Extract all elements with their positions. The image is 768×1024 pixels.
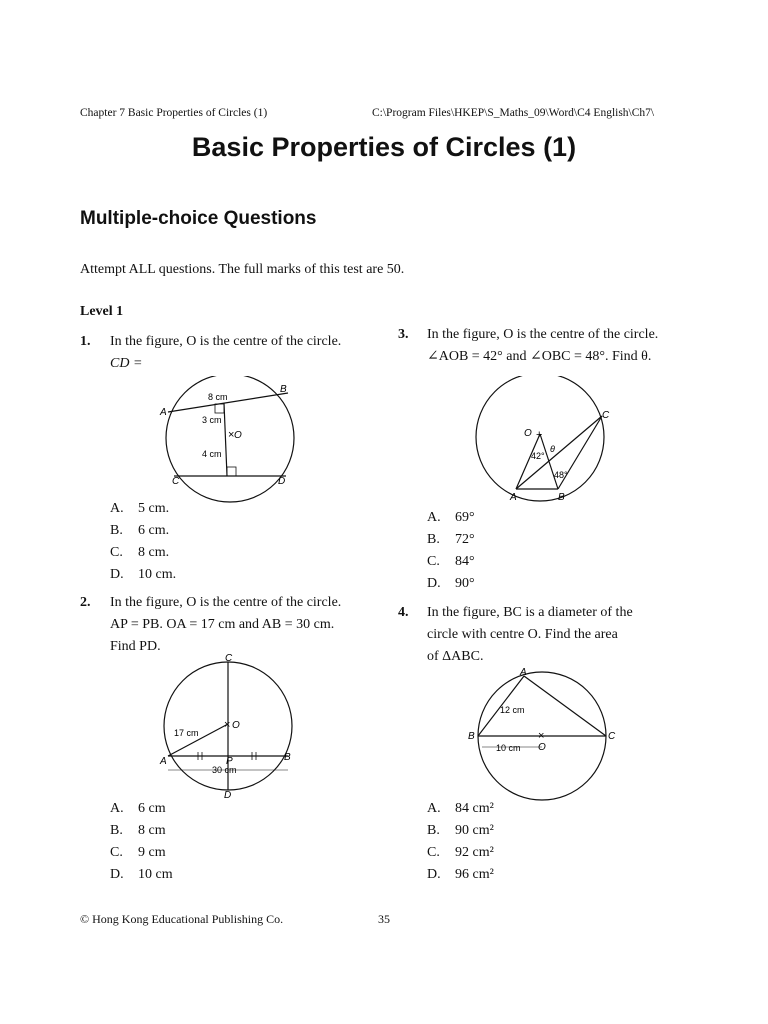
q1-label-a: A [160,407,167,418]
question-3-text [427,324,717,368]
section-heading: Multiple-choice Questions [80,208,317,229]
question-1-text [110,331,380,375]
publisher-footer: © Hong Kong Educational Publishing Co. [80,912,284,926]
q3-label-theta: θ [550,444,555,454]
q3-label-c: C [602,410,610,421]
q4-label-o: O [538,742,546,753]
q2-option-b[interactable]: B. 8 cm [110,823,166,838]
q1-option-a[interactable]: A. 5 cm. [110,501,170,516]
q2-label-b: B [284,752,291,763]
instructions: Attempt ALL questions. The full marks of this test are 50. [80,262,405,277]
question-4-line-1: In the figure, BC is a diameter of the [427,605,633,620]
q3-label-o: O [524,428,532,439]
q2-length-30cm: 30 cm [212,765,237,775]
q4-length-12cm: 12 cm [500,705,525,715]
question-2-line-3: Find PD. [110,639,161,654]
page-number: 35 [378,912,390,926]
chapter-header: Chapter 7 Basic Properties of Circles (1) [80,107,268,119]
question-2-line-1: In the figure, O is the centre of the circle. [110,595,342,610]
svg-text:×: × [228,429,235,441]
q3-angle-42: 42° [531,451,545,461]
q1-label-c: C [172,476,180,487]
q3-option-b[interactable]: B. 72° [427,532,475,547]
q2-label-d: D [224,790,232,798]
question-4-figure [462,666,624,806]
q4-length-10cm: 10 cm [496,743,521,753]
q3-option-d[interactable]: D. 90° [427,576,475,591]
q4-label-b: B [468,731,475,742]
q2-length-17cm: 17 cm [174,728,199,738]
q1-label-o: O [234,430,242,441]
question-3-figure [460,376,620,506]
q4-option-d[interactable]: D. 96 cm² [427,867,494,882]
question-1-number: 1. [80,334,91,349]
q2-label-o: O [232,720,240,731]
q4-option-c[interactable]: C. 92 cm² [427,845,494,860]
question-1-options [110,498,176,586]
q3-label-b: B [558,492,565,503]
q2-label-a: A [160,756,167,767]
question-2-number: 2. [80,595,91,610]
q1-option-d[interactable]: D. 10 cm. [110,567,177,582]
q4-label-c: C [608,731,616,742]
q3-label-a: A [510,492,517,503]
question-3-line-2: ∠AOB = 42° and ∠OBC = 48°. Find θ. [427,349,652,364]
q2-label-p: P [226,756,233,767]
question-3-number: 3. [398,327,409,342]
svg-text:×: × [538,730,545,742]
question-4-line-3: of ΔABC. [427,649,484,664]
q2-option-d[interactable]: D. 10 cm [110,867,173,882]
q3-angle-48: 48° [554,470,568,480]
q2-label-c: C [225,653,233,664]
level-heading: Level 1 [80,304,124,319]
question-1-line-2: CD = [110,356,143,371]
q2-option-c[interactable]: C. 9 cm [110,845,166,860]
q4-label-a: A [520,667,527,678]
question-1-line-1: In the figure, O is the centre of the circle. [110,334,342,349]
question-4-text [427,602,717,668]
q1-length-3cm: 3 cm [202,415,222,425]
q4-option-b[interactable]: B. 90 cm² [427,823,494,838]
page-title: Basic Properties of Circles (1) [191,132,577,162]
q1-length-8cm: 8 cm [208,392,228,402]
question-4-line-2: circle with centre O. Find the area [427,627,618,642]
question-2-text [110,592,390,658]
q1-option-c[interactable]: C. 8 cm. [110,545,170,560]
q1-option-b[interactable]: B. 6 cm. [110,523,170,538]
svg-text:+: + [536,429,543,441]
question-2-figure [150,652,310,798]
question-4-options [427,798,494,886]
q4-option-a[interactable]: A. 84 cm² [427,801,494,816]
q1-label-d: D [278,476,286,487]
question-3-line-1: In the figure, O is the centre of the circle. [427,327,659,342]
file-path-header: C:\Program Files\HKEP\S_Maths_09\Word\C4 English\Ch7\ [372,107,655,119]
question-3-options [427,507,475,595]
svg-text:×: × [224,719,231,731]
question-4-number: 4. [398,605,409,620]
q1-length-4cm: 4 cm [202,449,222,459]
q3-option-c[interactable]: C. 84° [427,554,475,569]
question-2-line-2: AP = PB. OA = 17 cm and AB = 30 cm. [110,617,335,632]
question-1-figure [140,376,310,506]
q3-option-a[interactable]: A. 69° [427,510,475,525]
question-2-options [110,798,173,886]
q2-option-a[interactable]: A. 6 cm [110,801,166,816]
q1-label-b: B [280,384,287,395]
